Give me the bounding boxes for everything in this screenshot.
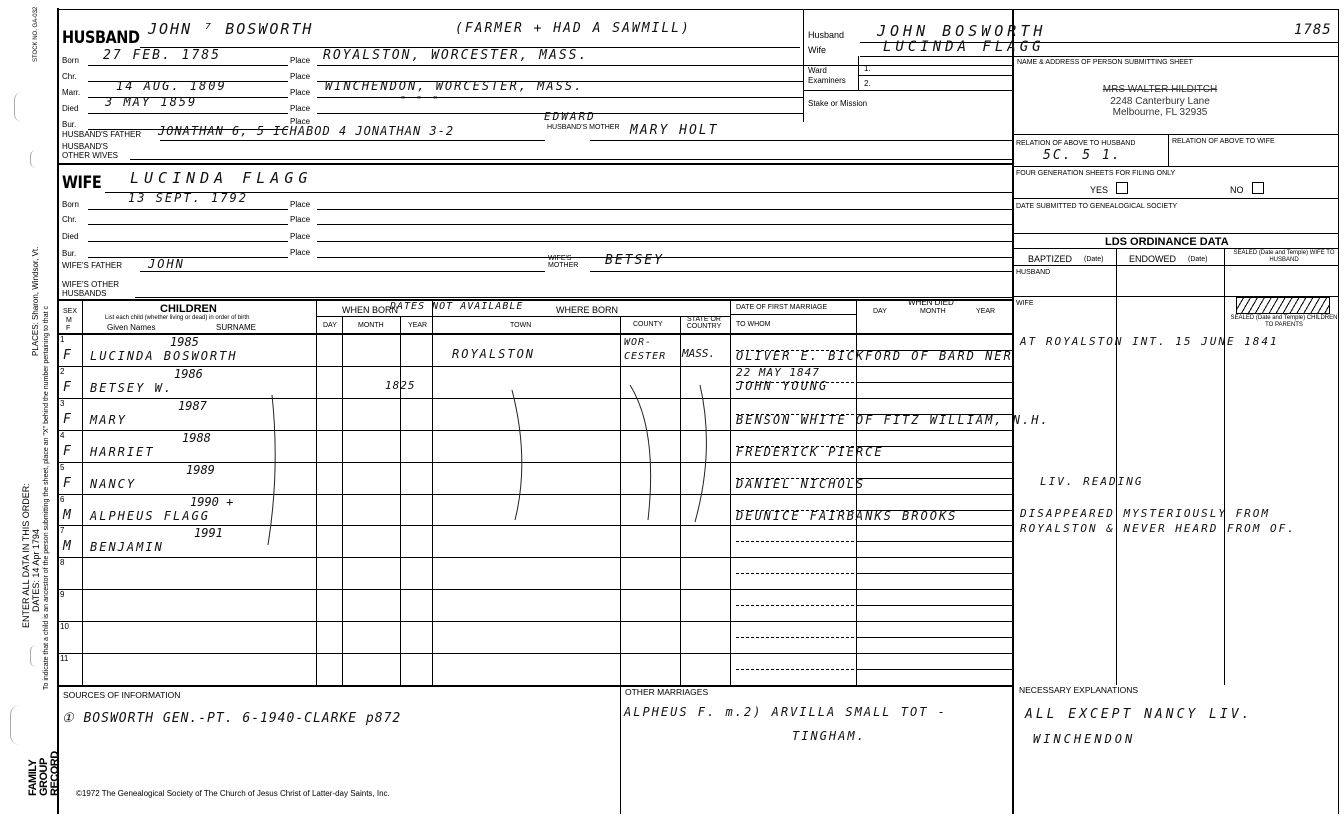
wife-chr-place-label: Place	[290, 215, 311, 224]
husband-father-line	[160, 140, 545, 141]
other-marriages-line1: ALPHEUS F. m.2) ARVILLA SMALL TOT -	[624, 705, 947, 719]
wife-father-label: WIFE'S FATHER	[62, 261, 123, 270]
wife-name: LUCINDA FLAGG	[130, 169, 313, 187]
children-list-note: List each child (whether living or dead) in order of birth	[105, 315, 250, 321]
punch-hole-mark	[30, 150, 36, 168]
panel-year: 1785	[1294, 22, 1332, 38]
sex-f-header: F	[66, 325, 71, 332]
husband-bur-place-label: Place	[290, 117, 311, 126]
child-name: MARY	[90, 412, 127, 427]
died-row-line	[856, 382, 1012, 383]
child-town: ROYALSTON	[452, 347, 536, 361]
child-name: ALPHEUS FLAGG	[90, 508, 210, 523]
wife-chr-label: Chr.	[62, 215, 77, 224]
child-sex: M	[63, 507, 71, 523]
child-number: 11	[60, 654, 69, 663]
husband-heading: HUSBAND	[62, 28, 140, 48]
when-born-sub-line	[316, 316, 432, 317]
child-sex: F	[63, 379, 71, 395]
children-bottom-border	[57, 685, 1012, 687]
child-note: 1987	[178, 398, 207, 413]
date-submitted-label: DATE SUBMITTED TO GENEALOGICAL SOCIETY	[1016, 203, 1178, 210]
child-marriage-date: 22 MAY 1847	[736, 365, 820, 379]
stock-number: STOCK NO. GA-032	[33, 6, 39, 62]
child-row-line	[57, 557, 1012, 558]
relation-husband-label: RELATION OF ABOVE TO HUSBAND	[1016, 140, 1136, 147]
child-number: 7	[60, 526, 65, 536]
wife-died-place-line	[317, 241, 1012, 242]
examiners-divider	[858, 56, 859, 90]
panel-husband: JOHN BOSWORTH	[877, 22, 1047, 40]
child-name: NANCY	[90, 476, 137, 491]
died-row-line	[856, 605, 1012, 606]
col-town	[432, 299, 433, 685]
ditto-stroke	[695, 385, 706, 522]
child-spouse: FREDERICK PIERCE	[736, 444, 884, 459]
child-sex: M	[63, 539, 71, 555]
year-header: YEAR	[408, 322, 428, 329]
child-number: 6	[60, 494, 65, 504]
surname-header: SURNAME	[216, 323, 257, 332]
marriage-dash-line	[736, 605, 854, 606]
marriage-dash-line	[736, 669, 854, 670]
panel-husband-label: Husband	[808, 30, 845, 40]
lds-wife-row: WIFE	[1016, 300, 1034, 307]
day-header: DAY	[323, 322, 337, 329]
child-death-note: LIV. READING	[1040, 474, 1144, 488]
yes-label: YES	[1090, 185, 1109, 195]
husband-section-bottom	[57, 163, 1012, 165]
child-note: 1990 +	[190, 494, 234, 509]
husband-died-label: Died	[62, 104, 79, 113]
died-row-line	[856, 478, 1012, 479]
marriage-sub-line	[730, 314, 856, 315]
child-note: 1988	[182, 430, 211, 445]
child-note: 1989	[186, 462, 215, 477]
husband-bur-label: Bur.	[62, 120, 77, 129]
relation-divider	[1168, 134, 1169, 166]
wife-other-husbands-line	[135, 297, 1012, 298]
wife-chr-place-line	[317, 224, 1012, 225]
lds-col-2	[1224, 248, 1225, 685]
form-top-border	[57, 9, 1339, 10]
wife-bur-label: Bur.	[62, 249, 77, 258]
places-instruction: PLACES: Sharon, Windsor, Vt.	[31, 246, 40, 356]
to-whom-header: TO WHOM	[736, 321, 771, 328]
child-county: WOR- CESTER	[624, 337, 667, 362]
form-right-border	[1338, 9, 1339, 814]
husband-died-place-ditto: " " "	[400, 95, 441, 106]
child-name: BETSEY W.	[90, 380, 174, 395]
county-header: COUNTY	[633, 321, 663, 328]
examiner-2: 2.	[864, 79, 871, 88]
record-title-line2: GROUP	[38, 758, 50, 796]
wife-bur-place-line	[317, 257, 1012, 258]
marriage-dash-line	[736, 637, 854, 638]
stake-label: Stake or Mission	[808, 99, 868, 108]
four-gen-top-line	[1012, 166, 1338, 167]
died-month-header: MONTH	[920, 308, 946, 315]
husband-chr-label: Chr.	[62, 72, 77, 81]
relation-top-line	[1012, 134, 1338, 135]
child-spouse: OLIVER E. BICKFORD OF BARD NER	[736, 349, 1013, 363]
punch-hole-mark	[30, 645, 36, 667]
when-died-header: WHEN DIED	[908, 298, 954, 307]
child-spouse: BENSON WHITE OF FITZ WILLIAM, N.H.	[736, 412, 1050, 427]
husband-born-place-line	[317, 65, 1012, 66]
wife-father-line	[140, 271, 545, 272]
child-sex: F	[63, 443, 71, 459]
died-day-header: DAY	[873, 308, 887, 315]
panel-wife: LUCINDA FLAGG	[883, 39, 1045, 55]
ditto-stroke	[268, 395, 275, 545]
husband-marr-place-label: Place	[290, 88, 311, 97]
examiners-mid-line	[858, 75, 1012, 76]
no-label: NO	[1230, 185, 1244, 195]
sources-label: SOURCES OF INFORMATION	[63, 690, 181, 700]
died-row-line	[856, 541, 1012, 542]
submitter-address	[1100, 84, 1220, 119]
wife-born-line	[88, 209, 288, 210]
form-left-border	[57, 8, 59, 814]
wife-died-place-label: Place	[290, 232, 311, 241]
husband-father-label: HUSBAND'S FATHER	[62, 130, 142, 139]
explanations-label: NECESSARY EXPLANATIONS	[1019, 685, 1139, 695]
husband-father: JONATHAN 6, 5 ICHABOD 4 JONATHAN 3-2	[158, 124, 455, 138]
child-sex: F	[63, 475, 71, 491]
wife-mother-line	[590, 271, 1012, 272]
husband-born-place: ROYALSTON, WORCESTER, MASS.	[323, 48, 589, 63]
other-marriages-divider	[620, 685, 621, 814]
order-instruction: ENTER ALL DATA IN THIS ORDER:	[21, 483, 31, 628]
husband-name: JOHN ⁷ BOSWORTH	[148, 20, 314, 38]
punch-hole-mark	[14, 92, 22, 122]
children-header-bottom	[57, 333, 1012, 335]
baptized-date-header: (Date)	[1084, 256, 1104, 263]
wife-father: JOHN	[148, 257, 185, 271]
child-number: 8	[60, 558, 65, 568]
child-sex: F	[63, 348, 71, 363]
lds-husband-row: HUSBAND	[1016, 269, 1051, 276]
other-marriages-line2: TINGHAM.	[792, 729, 866, 743]
husband-mother-line	[590, 140, 1012, 141]
submitter-line-1: MRS WALTER HILDITCH	[1102, 84, 1218, 95]
children-header: CHILDREN	[160, 303, 217, 315]
wife-born-place-label: Place	[290, 200, 311, 209]
wife-chr-line	[88, 224, 288, 225]
husband-died-place-label: Place	[290, 104, 311, 113]
child-death-note: AT ROYALSTON INT. 15 JUNE 1841	[1020, 335, 1279, 348]
husband-chr-place-label: Place	[290, 72, 311, 81]
child-birth-year: 1825	[385, 378, 416, 392]
child-spouse: JOHN YOUNG	[736, 378, 829, 393]
col-sex	[82, 299, 83, 685]
child-row-line	[57, 653, 1012, 654]
wife-mother-label: WIFE'S MOTHER	[548, 255, 579, 269]
child-death-note: DISAPPEARED MYSTERIOUSLY FROM ROYALSTON & NEVER HEARD FROM OF.	[1020, 506, 1296, 535]
col-county	[620, 316, 621, 685]
child-note: 1986	[174, 366, 203, 381]
husband-marr-place: WINCHENDON, WORCESTER, MASS.	[325, 79, 584, 93]
died-row-line	[856, 669, 1012, 670]
ward-label: Ward	[808, 66, 827, 75]
where-born-header: WHERE BORN	[556, 305, 619, 315]
child-note: 1991	[194, 526, 223, 541]
husband-mother-label: HUSBAND'S MOTHER	[547, 124, 620, 131]
sex-header: SEX	[63, 308, 78, 315]
explanations-line2: WINCHENDON	[1033, 732, 1136, 746]
submitter-line-3: Melbourne, FL 32935	[1112, 107, 1208, 118]
child-state: MASS.	[682, 347, 716, 360]
date-submitted-top-line	[1012, 198, 1338, 199]
husband-died-line	[88, 113, 288, 114]
lds-col-1	[1116, 248, 1117, 685]
examiners-bottom-line	[803, 90, 1012, 91]
wife-other-husbands-label: WIFE'S OTHER HUSBANDS	[62, 280, 120, 298]
child-number: 2	[60, 366, 65, 376]
child-note: 1985	[170, 335, 199, 349]
wife-died-line	[88, 241, 288, 242]
town-header: TOWN	[510, 322, 532, 329]
where-born-sub-line	[432, 316, 730, 317]
husband-born-line	[88, 65, 288, 66]
wife-mother: BETSEY	[605, 253, 664, 268]
lds-title: LDS ORDINANCE DATA	[1105, 236, 1229, 248]
sealed-wife-header: SEALED (Date and Temple) WIFE TO HUSBAND	[1233, 250, 1335, 263]
child-number: 4	[60, 430, 65, 440]
wife-bur-line	[88, 257, 288, 258]
endowed-header: ENDOWED	[1129, 254, 1176, 264]
child-spouse: DEUNICE FAIRBANKS BROOKS	[736, 508, 958, 523]
marriage-dash-line	[736, 573, 854, 574]
explanations-line1: ALL EXCEPT NANCY LIV.	[1025, 707, 1253, 722]
col-year	[400, 316, 401, 685]
husband-occupation: (FARMER + HAD A SAWMILL)	[455, 21, 691, 36]
month-header: MONTH	[358, 322, 384, 329]
husband-mother-note: EDWARD	[544, 110, 596, 123]
lds-title-bottom	[1012, 248, 1338, 249]
child-name: BENJAMIN	[90, 540, 164, 555]
sex-m-header: M	[66, 317, 72, 324]
lds-header-bottom	[1012, 265, 1338, 266]
when-born-header: WHEN BORN	[342, 305, 398, 315]
wife-born-label: Born	[62, 200, 79, 209]
died-year-header: YEAR	[976, 308, 996, 315]
husband-marr-label: Marr.	[62, 88, 81, 97]
wife-died-label: Died	[62, 232, 79, 241]
panel-wife-label: Wife	[808, 45, 826, 55]
dates-note: DATES NOT AVAILABLE	[390, 301, 524, 312]
sources-text: ① BOSWORTH GEN.-PT. 6-1940-CLARKE p872	[62, 711, 402, 726]
panel-wife-line	[860, 56, 1338, 57]
child-row-line	[57, 589, 1012, 590]
state-header: STATE OR COUNTRY	[686, 316, 722, 330]
col-day	[316, 299, 317, 685]
record-title-line3: RECORD	[49, 751, 61, 796]
other-marriages-label: OTHER MARRIAGES	[625, 687, 709, 697]
husband-marr-date: 14 AUG. 1809	[116, 79, 227, 93]
given-names-header: Given Names	[107, 323, 156, 332]
child-number: 5	[60, 462, 65, 472]
baptized-header: BAPTIZED	[1028, 254, 1073, 264]
punch-hole-mark	[10, 705, 20, 745]
submitter-label: NAME & ADDRESS OF PERSON SUBMITTING SHEET	[1017, 59, 1193, 66]
died-row-line	[856, 637, 1012, 638]
child-name: HARRIET	[90, 444, 155, 459]
dates-instruction: DATES: 14 Apr 1794	[31, 529, 41, 612]
ancestor-instruction: To indicate that a child is an ancestor of the person submitting the sheet, place an "X" behind the number pertaining to that c	[43, 306, 50, 690]
child-number: 10	[60, 622, 69, 632]
husband-born-place-label: Place	[290, 56, 311, 65]
col-state	[680, 316, 681, 685]
examiner-1: 1.	[864, 64, 871, 73]
husband-born-label: Born	[62, 56, 79, 65]
ditto-stroke	[630, 385, 651, 520]
sealed-children-header: SEALED (Date and Temple) CHILDREN TO PARENTS	[1230, 315, 1338, 328]
husband-other-wives-label: HUSBAND'S OTHER WIVES	[62, 142, 119, 160]
marriage-dash-line	[736, 541, 854, 542]
col-marriage	[730, 299, 731, 685]
husband-other-wives-line	[130, 159, 1012, 160]
children-top-border	[57, 299, 1012, 301]
child-sex: F	[63, 411, 71, 427]
examiners-label: Examiners	[808, 76, 846, 85]
no-checkbox[interactable]	[1252, 182, 1264, 194]
ditto-stroke	[512, 390, 522, 520]
first-marriage-header: DATE OF FIRST MARRIAGE	[736, 304, 828, 311]
col-month	[342, 316, 343, 685]
submitter-line-2: 2248 Canterbury Lane	[1110, 95, 1210, 107]
wife-born-place-line	[317, 209, 1012, 210]
wife-born-date: 13 SEPT. 1792	[128, 191, 248, 205]
child-row-line	[57, 621, 1012, 622]
died-row-line	[856, 573, 1012, 574]
husband-died-date: 3 MAY 1859	[105, 95, 198, 109]
sealed-hatch	[1236, 297, 1330, 314]
yes-checkbox[interactable]	[1116, 182, 1128, 194]
wife-heading: WIFE	[62, 173, 102, 193]
child-name: LUCINDA BOSWORTH	[90, 349, 238, 363]
right-panel-divider	[1012, 9, 1014, 814]
child-spouse: DANIEL NICHOLS	[736, 476, 866, 491]
husband-born-date: 27 FEB. 1785	[103, 48, 221, 63]
four-gen-label: FOUR GENERATION SHEETS FOR FILING ONLY	[1016, 170, 1176, 177]
wife-bur-place-label: Place	[290, 248, 311, 257]
child-number: 1	[60, 335, 65, 344]
relation-wife-label: RELATION OF ABOVE TO WIFE	[1172, 138, 1275, 145]
copyright: ©1972 The Genealogical Society of The Church of Jesus Christ of Latter-day Saints, Inc.	[76, 789, 390, 798]
relation-husband: 5C. 5 1.	[1043, 148, 1122, 163]
lds-top-line	[1012, 233, 1338, 234]
husband-marr-place-line	[317, 97, 803, 98]
record-title-line1: FAMILY	[27, 759, 39, 796]
child-number: 3	[60, 398, 65, 408]
endowed-date-header: (Date)	[1188, 256, 1208, 263]
husband-mother: MARY HOLT	[630, 123, 719, 138]
child-number: 9	[60, 590, 65, 600]
